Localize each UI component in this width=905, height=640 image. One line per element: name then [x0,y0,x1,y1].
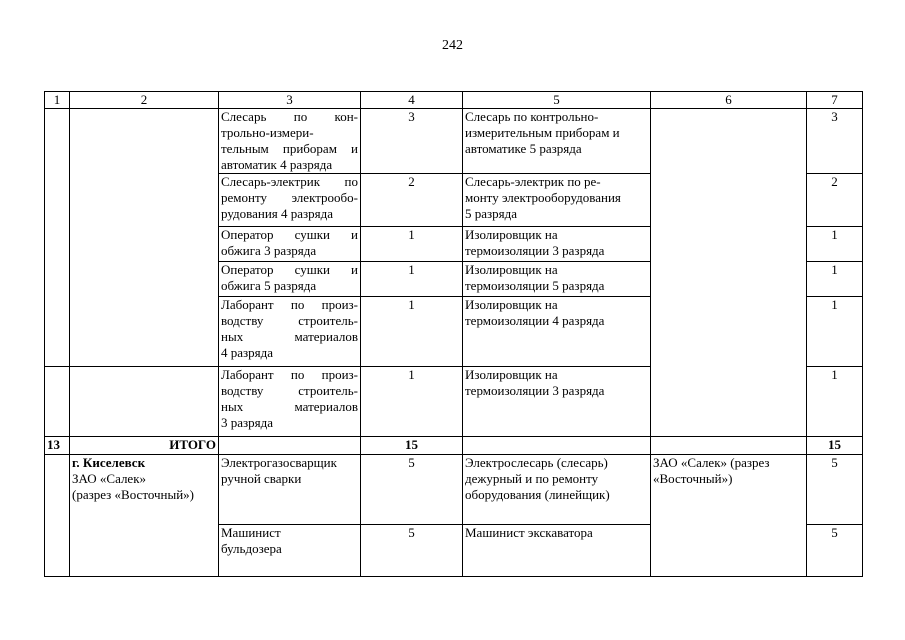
table-row [45,109,863,174]
count-cell: 2 [807,174,863,227]
total-row [45,437,863,455]
table-row [45,455,863,525]
current-profession-cell [219,455,361,525]
staffing-table [44,91,863,577]
count-cell: 3 [807,109,863,174]
column-number: 3 [219,92,361,109]
text-line: обжига 5 разряда [221,278,317,293]
count-cell: 1 [807,227,863,262]
text-line: автоматик 4 разряда [221,157,333,172]
text-line: ных материалов [221,329,358,344]
employer-cell [651,109,807,437]
count-cell: 1 [361,367,463,437]
text-line: рудования 4 разряда [221,206,334,221]
text-line: термоизоляции 3 разряда [465,243,605,258]
text-line: ремонту электрообо- [221,190,358,205]
organization-cell [70,455,219,577]
count-cell: 1 [361,297,463,367]
column-number: 4 [361,92,463,109]
current-profession-cell [219,262,361,297]
row-number-cell [45,367,70,437]
text-line: тельным приборам и [221,141,358,156]
row-number-cell [45,109,70,367]
text-line: ЗАО «Салек» (разрез [653,455,770,470]
new-profession-cell [463,227,651,262]
column-number: 2 [70,92,219,109]
count-cell: 5 [807,525,863,577]
text-line: Машинист [221,525,281,540]
column-number: 5 [463,92,651,109]
total-label-cell: ИТОГО [70,437,219,455]
text-line: Оператор сушки и [221,227,358,242]
new-profession-cell [463,109,651,174]
text-line: Электрослесарь (слесарь) [465,455,608,470]
text-line: 3 разряда [221,415,274,430]
text-line: ЗАО «Салек» [72,471,147,486]
text-line: Слесарь-электрик по ре- [465,174,601,189]
count-cell: 1 [361,227,463,262]
text-line: трольно-измери- [221,125,314,140]
new-profession-cell [463,455,651,525]
current-profession-cell [219,227,361,262]
text-line: Оператор сушки и [221,262,358,277]
count-cell: 5 [807,455,863,525]
employer-cell [651,455,807,577]
text-line: Лаборант по произ- [221,297,358,312]
text-line: Слесарь по контрольно- [465,109,599,124]
text-line: автоматике 5 разряда [465,141,582,156]
text-line: ручной сварки [221,471,302,486]
text-line: Изолировщик на [465,297,558,312]
text-line: бульдозера [221,541,282,556]
text-line: ных материалов [221,399,358,414]
new-profession-cell [463,297,651,367]
count-cell: 1 [361,262,463,297]
text-line: термоизоляции 4 разряда [465,313,605,328]
column-number-row [45,92,863,109]
page-number: 242 [442,38,463,53]
count-cell: 1 [807,367,863,437]
total-count-cell: 15 [361,437,463,455]
empty-cell [219,437,361,455]
new-profession-cell [463,525,651,577]
text-line: термоизоляции 3 разряда [465,383,605,398]
current-profession-cell [219,109,361,174]
column-number: 1 [45,92,70,109]
current-profession-cell [219,367,361,437]
text-line: измерительным приборам и [465,125,620,140]
text-line: Электрогазосварщик [221,455,337,470]
new-profession-cell [463,174,651,227]
text-line: дежурный и по ремонту [465,471,599,486]
text-line: Изолировщик на [465,367,558,382]
text-line: монту электрооборудования [465,190,621,205]
text-line: Изолировщик на [465,227,558,242]
total-number-cell: 13 [45,437,70,455]
text-line: водству строитель- [221,383,358,398]
new-profession-cell [463,367,651,437]
text-line: Изолировщик на [465,262,558,277]
text-line: обжига 3 разряда [221,243,317,258]
count-cell: 1 [807,297,863,367]
organization-cell [70,367,219,437]
text-line: оборудования (линейщик) [465,487,610,502]
text-line: Лаборант по произ- [221,367,358,382]
text-line: (разрез «Восточный») [72,487,195,502]
text-line: Слесарь-электрик по [221,174,358,189]
text-line: термоизоляции 5 разряда [465,278,605,293]
current-profession-cell [219,174,361,227]
text-line: водству строитель- [221,313,358,328]
count-cell: 2 [361,174,463,227]
count-cell: 5 [361,525,463,577]
text-line: 4 разряда [221,345,274,360]
new-profession-cell [463,262,651,297]
text-line: Машинист экскаватора [465,525,593,540]
text-line: 5 разряда [465,206,518,221]
count-cell: 5 [361,455,463,525]
column-number: 6 [651,92,807,109]
count-cell: 3 [361,109,463,174]
text-line: «Восточный») [653,471,733,486]
text-line: Слесарь по кон- [221,109,358,124]
organization-cell [70,109,219,367]
row-number-cell [45,455,70,577]
current-profession-cell [219,297,361,367]
current-profession-cell [219,525,361,577]
empty-cell [463,437,651,455]
city-label: г. Киселевск [72,455,146,470]
column-number: 7 [807,92,863,109]
count-cell: 1 [807,262,863,297]
empty-cell [651,437,807,455]
total-count-cell: 15 [807,437,863,455]
